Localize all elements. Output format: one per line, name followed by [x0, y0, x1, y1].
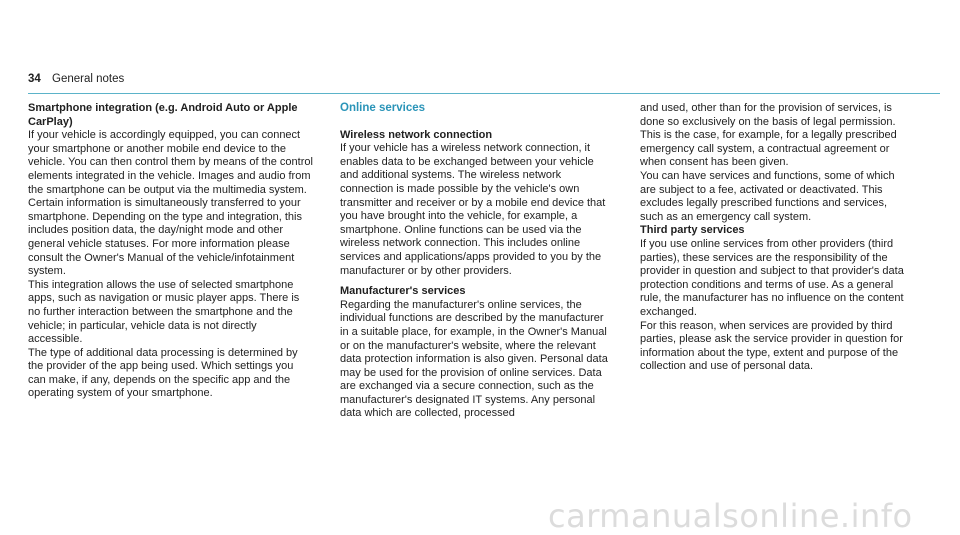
paragraph: If you use online services from other providers (third parties), these services are the responsibility of the provider in question and subject to that provider's data protection conditions and terms of use. As a general rule, the manufacturer has no influence on the content exchanged.	[640, 237, 904, 318]
page-header	[28, 73, 124, 85]
paragraph: If your vehicle has a wireless network connection, it enables data to be exchanged between your vehicle and additional systems. The wireless network connection is made possible by the vehicle's own transmitter and receiver or by a mobile end device that you have brought into the vehicle, for example, a smartphone. Online functions can be used via the wireless network connection. This includes online services and applications/apps provided to you by the manufacturer or by other providers.	[340, 142, 606, 277]
header-divider	[28, 93, 940, 94]
column-left	[28, 102, 313, 401]
section-name: General notes	[52, 73, 125, 85]
paragraph: If your vehicle is accordingly equipped, you can connect your smartphone or another mobile end device to the vehicle. You can then control them by means of the control elements integrated in the vehicle. Images and audio from the smartphone can be output via the multimedia system. Certain information is simultaneously transferred to your smartphone. Depending on the type and integration, this includes position data, the day/night mode and other general vehicle statuses. For more information please consult the Owner's Manual of the vehicle/infotainment system.	[28, 129, 313, 278]
paragraph: This integration allows the use of selected smartphone apps, such as navigation or music player apps. There is no further interaction between the smartphone and the vehicle; in particular, vehicle data is not directly accessible.	[28, 278, 300, 346]
paragraph: You can have services and functions, some of which are subject to a fee, activated or deactivated. This excludes legally prescribed functions and services, such as an emergency call system.	[640, 169, 895, 223]
heading-third-party-services: Third party services	[640, 224, 745, 237]
paragraph: Regarding the manufacturer's online services, the individual functions are described by the manufacturer in a suitable place, for example, in the Owner's Manual or on the manufacturer's website, where the relevant data protection information is also given. Personal data may be used for the provision of online services. Data are exchanged via a secure connection, such as the manufacturer's designated IT systems. Any personal data which are collected, processed	[340, 298, 608, 420]
section-title-online-services: Online services	[340, 102, 426, 114]
paragraph: and used, other than for the provision of services, is done so exclusively on the basis of legal permission. This is the case, for example, for a legally prescribed emergency call system, a contractual agreement or when consent has been given.	[640, 102, 897, 169]
watermark: carmanualsonline.info	[548, 497, 913, 535]
paragraph: For this reason, when services are provided by third parties, please ask the service provider in question for information about the type, extent and purpose of the collection and use of personal data.	[640, 319, 903, 373]
paragraph: The type of additional data processing is determined by the provider of the app being used. Which settings you can make, if any, depends on the specific app and the operating system of your smartphone.	[28, 346, 298, 400]
heading-smartphone-integration: Smartphone integration (e.g. Android Auto or Apple CarPlay)	[28, 102, 298, 128]
page-number: 34	[28, 73, 41, 85]
column-right	[640, 102, 905, 374]
heading-manufacturer-services: Manufacturer's services	[340, 285, 466, 298]
heading-wireless-network: Wireless network connection	[340, 128, 493, 141]
column-middle	[340, 102, 608, 421]
